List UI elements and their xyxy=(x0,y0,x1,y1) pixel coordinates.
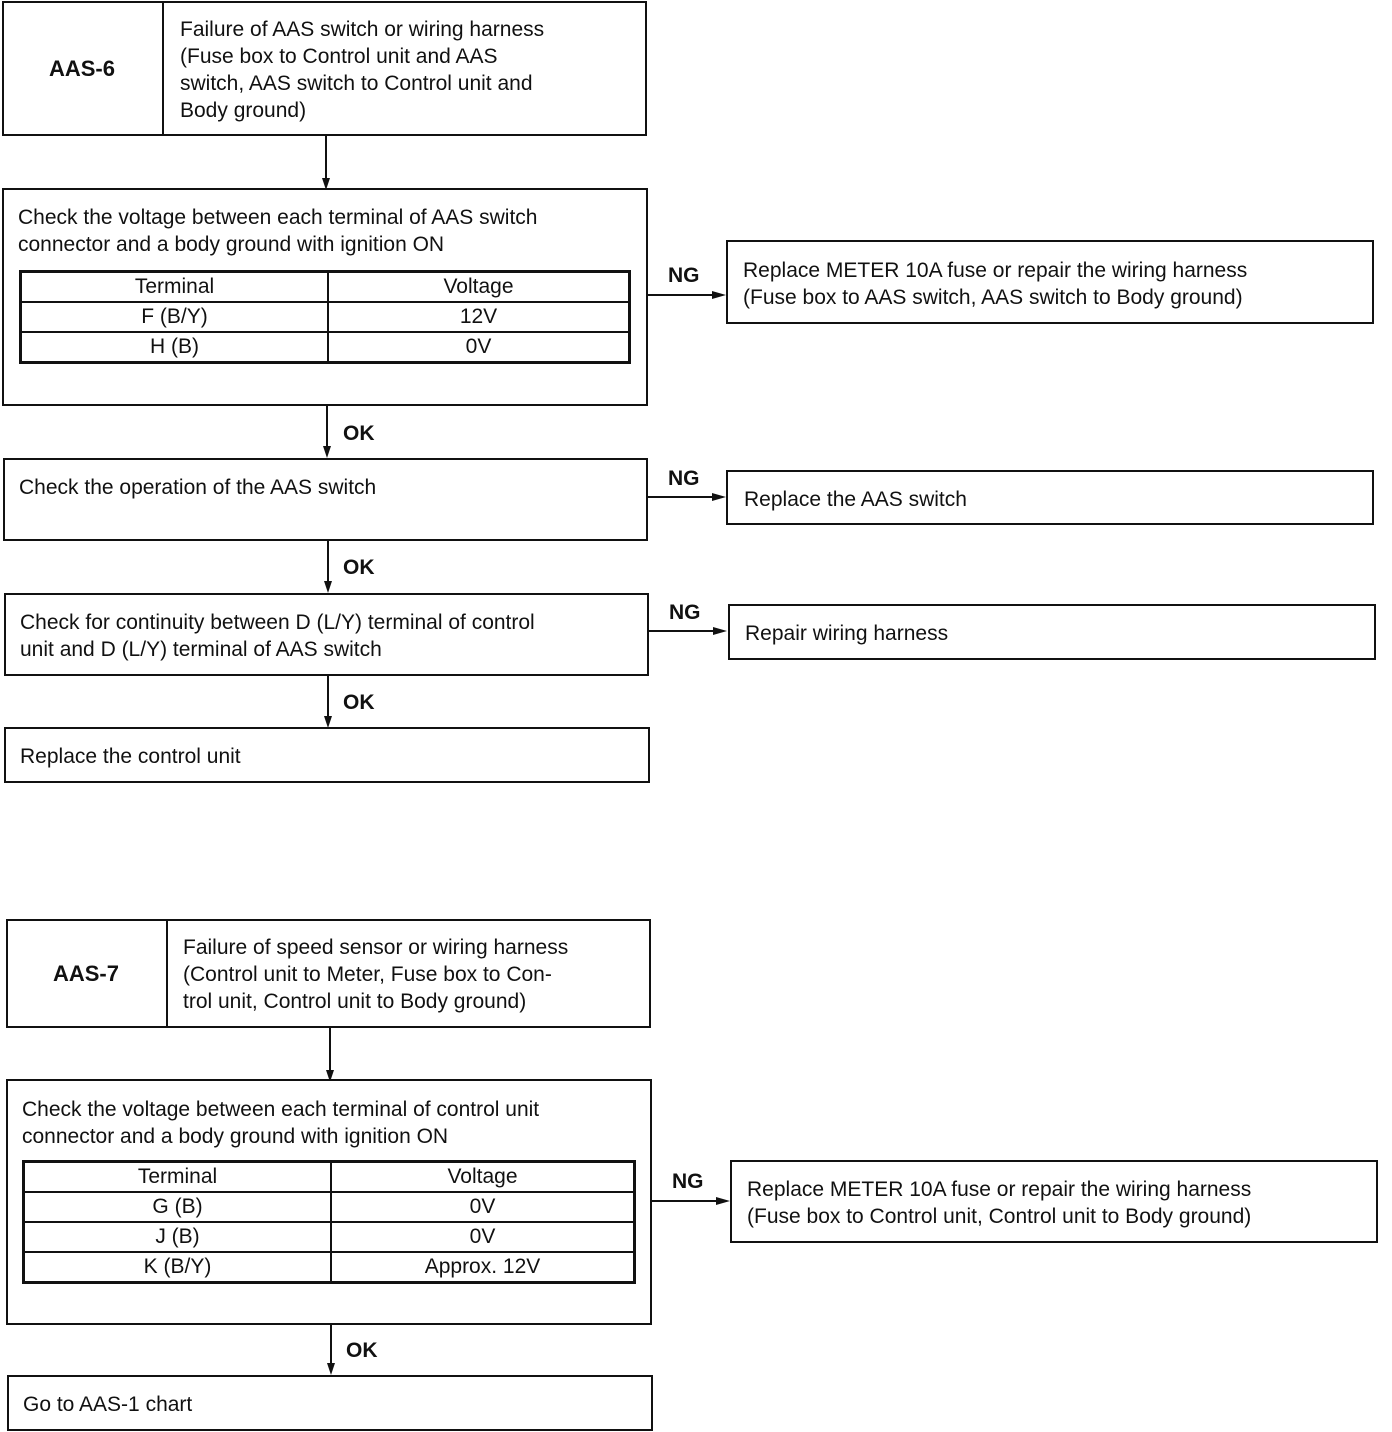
aas7-step1-ok-label: OK xyxy=(346,1339,378,1362)
table-cell-terminal: K (B/Y) xyxy=(24,1252,332,1283)
table-header-voltage: Voltage xyxy=(331,1162,635,1193)
aas6-connector-2 xyxy=(326,406,328,448)
arrow-right-icon xyxy=(713,627,727,635)
aas7-step1-ng-action: Replace METER 10A fuse or repair the wiring harness (Fuse box to Control unit, Control unit to Body ground) xyxy=(747,1178,1252,1228)
aas6-step1-ng-line xyxy=(648,294,714,296)
table-row xyxy=(24,1252,635,1283)
aas6-step3-ng-action: Repair wiring harness xyxy=(745,622,949,645)
aas6-connector-1 xyxy=(325,136,327,180)
aas6-voltage-table xyxy=(19,270,631,364)
aas6-code: AAS-6 xyxy=(48,55,115,81)
aas6-connector-3 xyxy=(327,541,329,583)
table-cell-terminal: H (B) xyxy=(21,332,329,363)
table-header-terminal: Terminal xyxy=(24,1162,332,1193)
aas6-final-text: Replace the control unit xyxy=(20,745,241,768)
table-cell-voltage: 0V xyxy=(331,1222,635,1252)
table-header-row xyxy=(24,1162,635,1193)
aas7-voltage-table xyxy=(22,1160,636,1284)
arrow-right-icon xyxy=(716,1197,730,1205)
aas7-code: AAS-7 xyxy=(52,960,119,986)
aas6-step2-ng-label: NG xyxy=(668,467,700,490)
table-cell-terminal: G (B) xyxy=(24,1192,332,1222)
arrow-right-icon xyxy=(712,291,726,299)
aas6-step2-ng-action: Replace the AAS switch xyxy=(744,488,967,511)
table-row xyxy=(24,1222,635,1252)
aas6-description: Failure of AAS switch or wiring harness (Fuse box to Control unit and AAS switch, AAS switch to Control unit and Body ground) xyxy=(180,18,545,122)
table-cell-voltage: 12V xyxy=(328,302,630,332)
table-row xyxy=(21,332,630,363)
aas6-step1-text: Check the voltage between each terminal of AAS switch connector and a body ground with ignition ON xyxy=(18,206,538,256)
arrow-down-icon xyxy=(327,1363,335,1375)
aas7-connector-1 xyxy=(329,1028,331,1072)
aas6-step2-ok-label: OK xyxy=(343,556,375,579)
aas6-step3-ok-label: OK xyxy=(343,691,375,714)
aas7-connector-2 xyxy=(330,1325,332,1365)
aas6-step3-text: Check for continuity between D (L/Y) terminal of control unit and D (L/Y) terminal of AAS switch xyxy=(20,611,535,661)
aas7-step1-ng-line xyxy=(652,1200,718,1202)
aas6-step2-ng-line xyxy=(648,496,714,498)
table-cell-voltage: 0V xyxy=(328,332,630,363)
table-cell-terminal: F (B/Y) xyxy=(21,302,329,332)
aas7-step1-text: Check the voltage between each terminal of control unit connector and a body ground with ignition ON xyxy=(22,1098,540,1148)
arrow-down-icon xyxy=(323,446,331,458)
aas7-step1-ng-label: NG xyxy=(672,1170,704,1193)
arrow-right-icon xyxy=(712,493,726,501)
aas6-step3-ng-label: NG xyxy=(669,601,701,624)
table-header-row xyxy=(21,272,630,303)
table-cell-voltage: Approx. 12V xyxy=(331,1252,635,1283)
table-header-terminal: Terminal xyxy=(21,272,329,303)
aas6-step1-ok-label: OK xyxy=(343,422,375,445)
aas6-connector-4 xyxy=(327,676,329,718)
table-cell-voltage: 0V xyxy=(331,1192,635,1222)
table-row xyxy=(24,1192,635,1222)
aas6-step3-ng-line xyxy=(649,630,715,632)
aas7-header-divider xyxy=(166,919,168,1028)
aas6-step2-text: Check the operation of the AAS switch xyxy=(19,476,377,499)
table-header-voltage: Voltage xyxy=(328,272,630,303)
arrow-down-icon xyxy=(324,581,332,593)
aas7-description: Failure of speed sensor or wiring harness (Control unit to Meter, Fuse box to Con- trol unit, Control unit to Body ground) xyxy=(183,936,569,1013)
table-cell-terminal: J (B) xyxy=(24,1222,332,1252)
aas7-final-text: Go to AAS-1 chart xyxy=(23,1393,193,1416)
table-row xyxy=(21,302,630,332)
aas6-step1-ng-action: Replace METER 10A fuse or repair the wiring harness (Fuse box to AAS switch, AAS switch to Body ground) xyxy=(743,259,1248,309)
aas6-step1-ng-label: NG xyxy=(668,264,700,287)
aas6-header-divider xyxy=(162,1,164,136)
